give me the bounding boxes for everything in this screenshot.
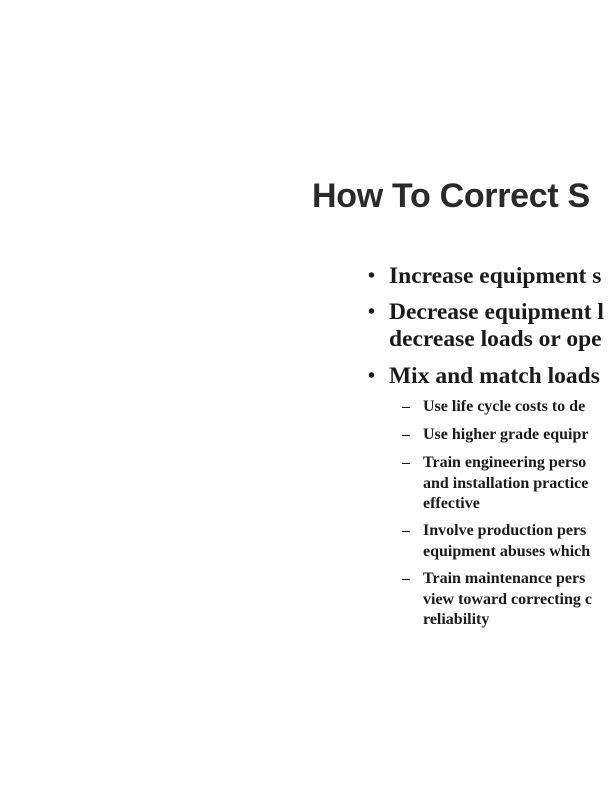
bullet-line: Increase equipment s bbox=[389, 263, 602, 289]
sub-bullet-marker: – bbox=[402, 454, 410, 471]
bullet-marker: • bbox=[368, 265, 376, 287]
sub-bullet-marker: – bbox=[402, 522, 410, 539]
sub-bullet-line: Use higher grade equipr bbox=[423, 426, 589, 443]
bullet-line: decrease loads or ope bbox=[389, 326, 602, 352]
bullet-text bbox=[389, 263, 601, 290]
sub-bullet-line: Involve production pers bbox=[423, 522, 587, 539]
sub-bullet-line: Train engineering perso bbox=[423, 454, 587, 471]
sub-bullet-text bbox=[423, 425, 588, 446]
bullet-marker: • bbox=[368, 365, 376, 387]
bullet-marker: • bbox=[368, 301, 376, 323]
bullet-text bbox=[389, 363, 600, 390]
sub-bullet-line: view toward correcting c bbox=[423, 590, 592, 608]
sub-bullet-text bbox=[423, 521, 590, 562]
sub-bullet-marker: – bbox=[402, 398, 410, 415]
sub-bullet-marker: – bbox=[402, 570, 410, 587]
sub-bullet-line: Train maintenance pers bbox=[423, 570, 586, 587]
bullet-text bbox=[389, 299, 604, 353]
sub-bullet-line: Use life cycle costs to de bbox=[423, 398, 586, 415]
sub-bullet-text bbox=[423, 397, 585, 418]
sub-bullet-line: and installation practice bbox=[423, 474, 589, 492]
sub-bullet-line: effective bbox=[423, 495, 480, 512]
sub-bullet-line: reliability bbox=[423, 611, 490, 628]
slide-title: How To Correct S bbox=[312, 177, 590, 215]
bullet-line: Decrease equipment l bbox=[389, 299, 604, 325]
sub-bullet-marker: – bbox=[402, 426, 410, 443]
sub-bullet-text bbox=[423, 453, 588, 515]
sub-bullet-text bbox=[423, 569, 592, 631]
bullet-line: Mix and match loads bbox=[389, 363, 600, 389]
sub-bullet-line: equipment abuses which bbox=[423, 542, 591, 560]
